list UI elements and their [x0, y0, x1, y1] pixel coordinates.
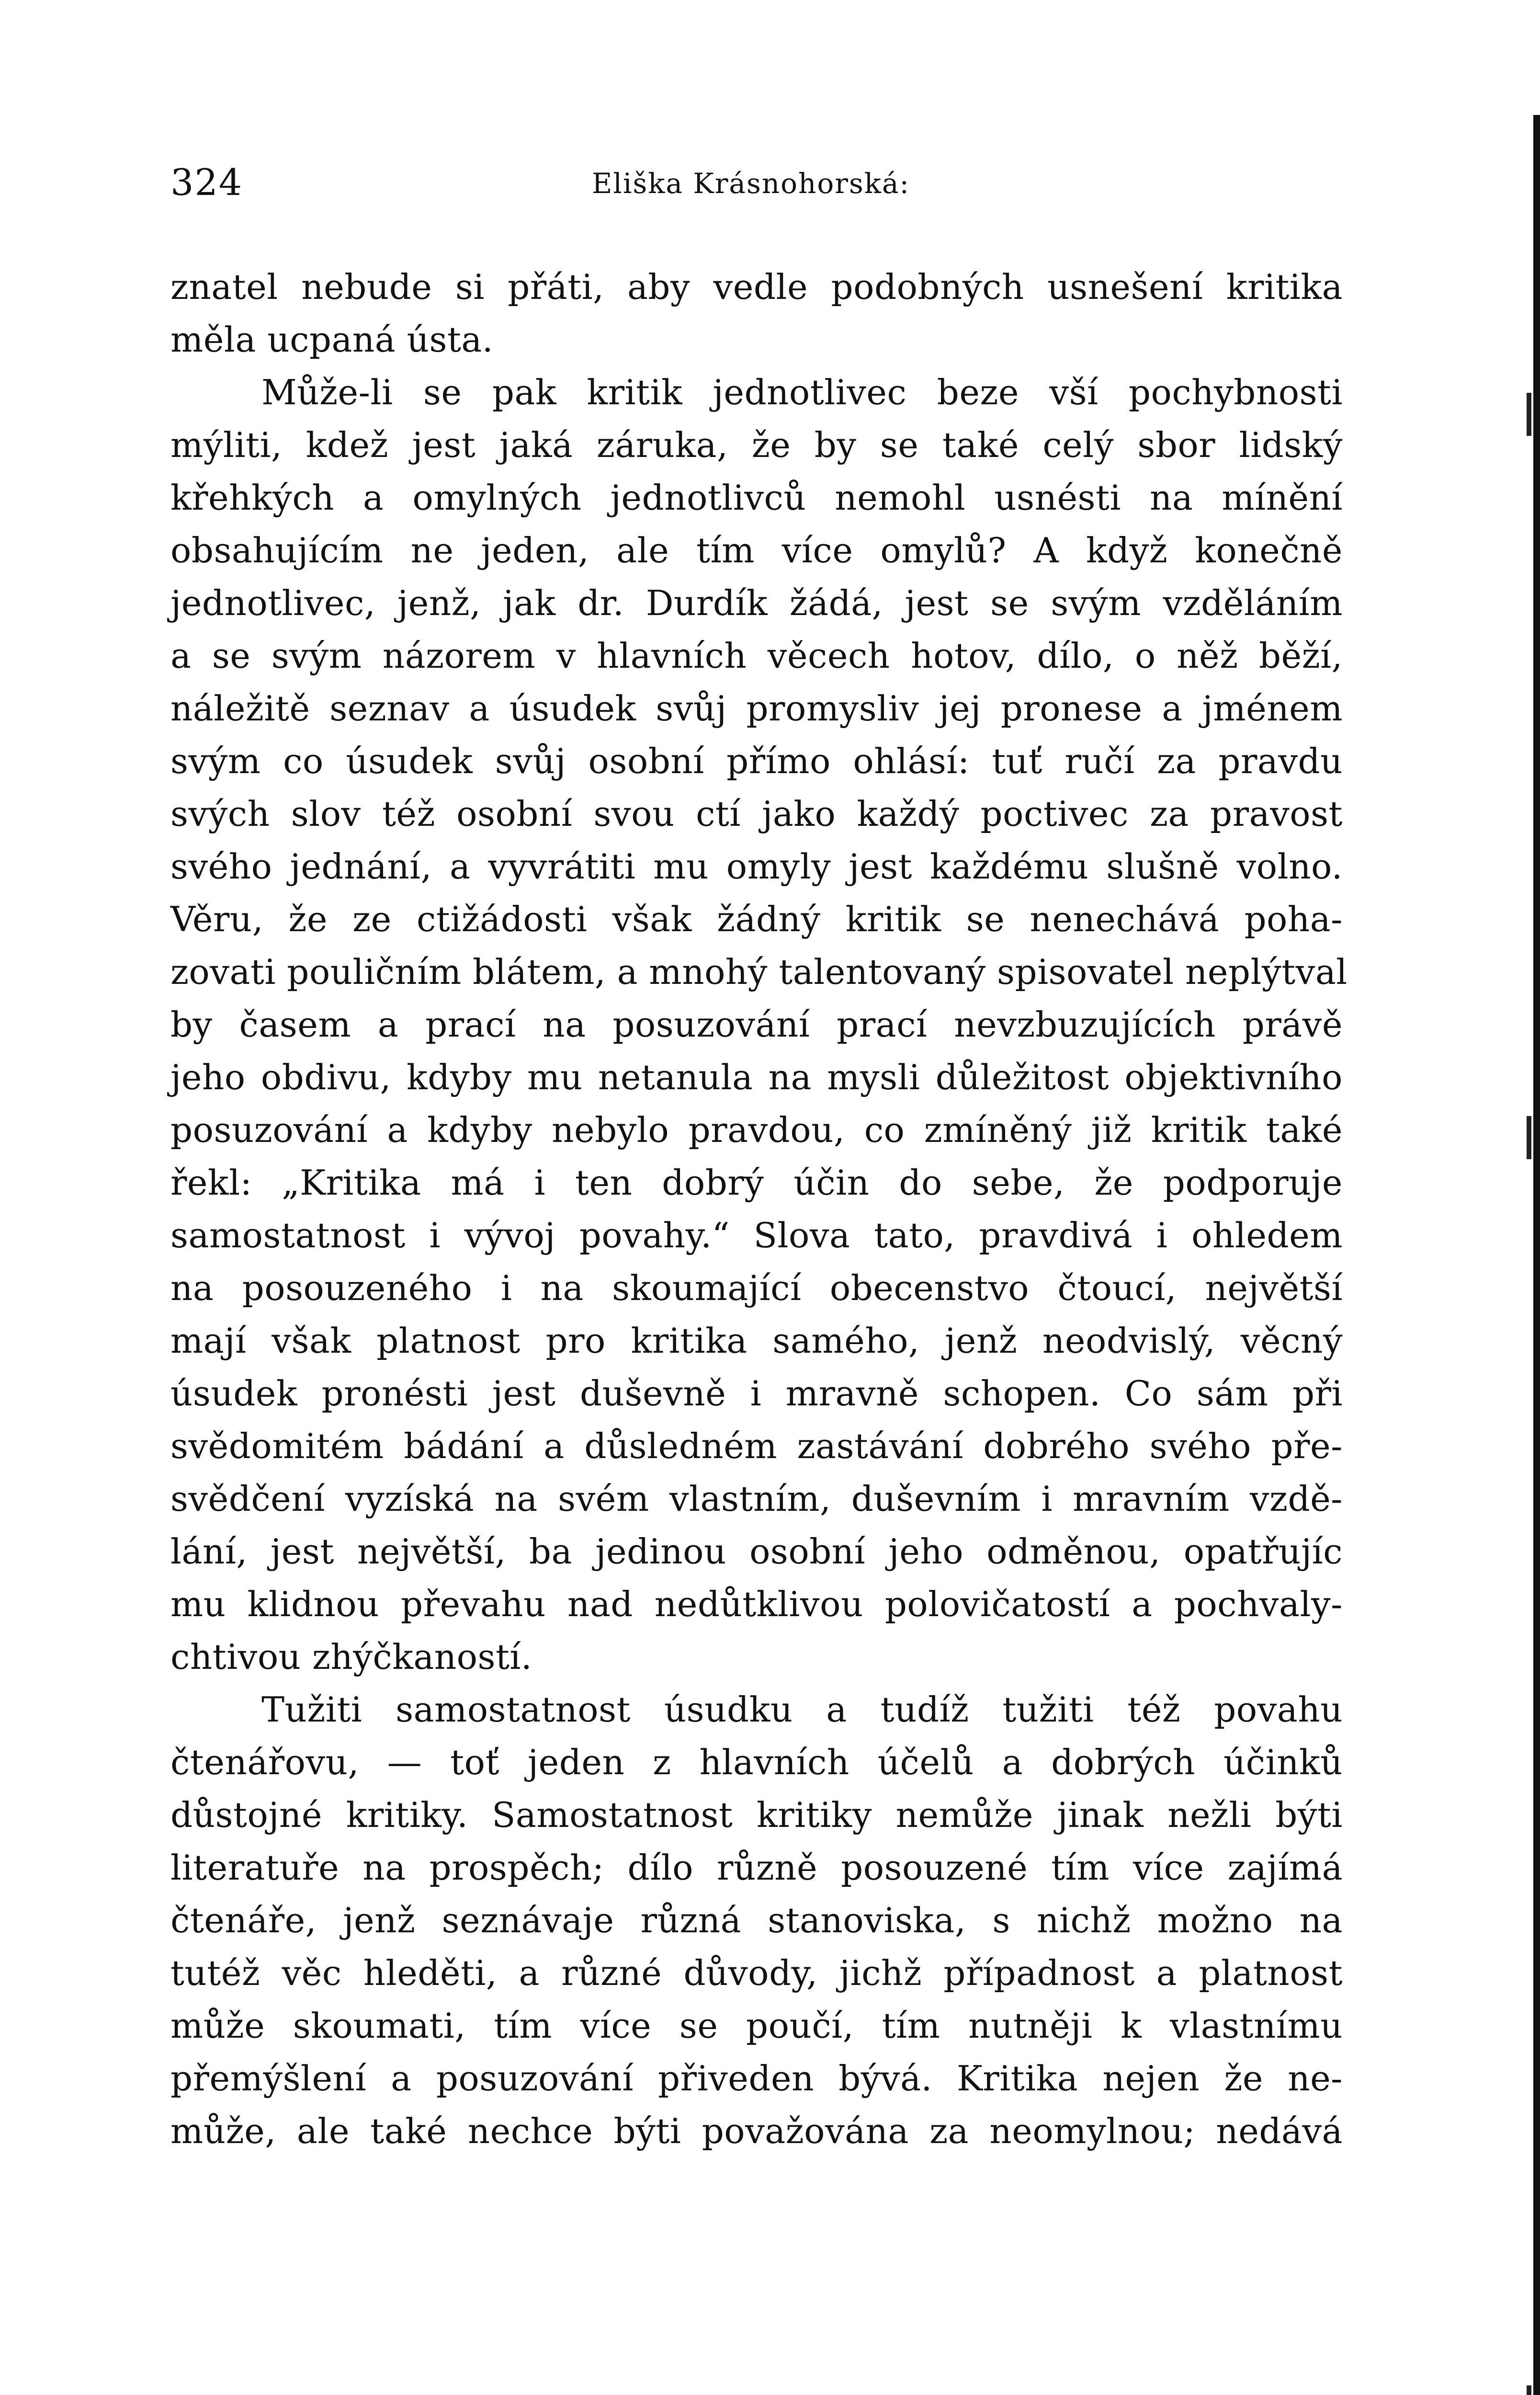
text-line: svých slov též osobní svou ctí jako každý poctivec za pravost — [170, 794, 1343, 834]
text-line: může, ale také nechce býti považována za neomylnou; nedává — [170, 2111, 1343, 2151]
page-edge-mark — [1527, 2385, 1531, 2395]
text-line: mýliti, kdež jest jaká záruka, že by se také celý sbor lidský — [170, 425, 1343, 465]
text-line: posuzování a kdyby nebylo pravdou, co zmíněný již kritik také — [170, 1110, 1343, 1150]
text-line: svědomitém bádání a důsledném zastávání dobrého svého pře- — [170, 1426, 1343, 1466]
text-line: zovati pouličním blátem, a mnohý talentovaný spisovatel neplýtval — [170, 952, 1348, 992]
text-line: chtivou zhýčkaností. — [170, 1637, 532, 1677]
text-line: by časem a prací na posuzování prací nevzbuzujících právě — [170, 1004, 1343, 1045]
text-line: znatel nebude si přáti, aby vedle podobných usnešení kritika — [170, 267, 1343, 307]
paragraph-first-line: Tužiti samostatnost úsudku a tudíž tužiti též povahu — [261, 1689, 1343, 1730]
page-number: 324 — [170, 161, 243, 204]
text-line: jednotlivec, jenž, jak dr. Durdík žádá, jest se svým vzděláním — [170, 583, 1343, 623]
text-line: samostatnost i vývoj povahy.“ Slova tato, pravdivá i ohledem — [170, 1215, 1343, 1255]
text-line: obsahujícím ne jeden, ale tím více omylů? A když konečně — [170, 530, 1343, 570]
text-line: náležitě seznav a úsudek svůj promysliv jej pronese a jménem — [170, 688, 1343, 729]
text-line: jeho obdivu, kdyby mu netanula na mysli důležitost objektivního — [170, 1057, 1343, 1097]
page-edge-mark — [1527, 393, 1531, 436]
text-line: mu klidnou převahu nad nedůtklivou polovičatostí a pochvaly- — [170, 1584, 1343, 1624]
page-header — [170, 156, 1387, 209]
text-line: tutéž věc hleděti, a různé důvody, jichž případnost a platnost — [170, 1953, 1343, 1993]
text-line: lání, jest největší, ba jedinou osobní jeho odměnou, opatřujíc — [170, 1531, 1343, 1572]
text-line: čtenáře, jenž seznávaje různá stanoviska, s nichž možno na — [170, 1900, 1343, 1940]
page-edge-mark — [1527, 1116, 1531, 1159]
text-line: důstojné kritiky. Samostatnost kritiky nemůže jinak nežli býti — [170, 1795, 1343, 1835]
text-line: svědčení vyzíská na svém vlastním, duševním i mravním vzdě- — [170, 1479, 1343, 1519]
text-line: měla ucpaná ústa. — [170, 319, 494, 360]
text-line: na posouzeného i na skoumající obecenstvo čtoucí, největší — [170, 1268, 1343, 1308]
text-line: mají však platnost pro kritika samého, jenž neodvislý, věcný — [170, 1321, 1343, 1361]
running-head: Eliška Krásnohorská: — [592, 167, 910, 200]
text-line: svým co úsudek svůj osobní přímo ohlásí: tuť ručí za pravdu — [170, 741, 1343, 781]
text-line: křehkých a omylných jednotlivců nemohl usnésti na mínění — [170, 478, 1343, 518]
text-line: řekl: „Kritika má i ten dobrý účin do sebe, že podporuje — [170, 1163, 1343, 1203]
text-line: literatuře na prospěch; dílo různě posouzené tím více zajímá — [170, 1848, 1343, 1888]
text-line: čtenářovu, — toť jeden z hlavních účelů a dobrých účinků — [170, 1742, 1343, 1782]
page-edge-border — [1533, 115, 1540, 2395]
text-line: a se svým názorem v hlavních věcech hotov, dílo, o něž běží, — [170, 636, 1343, 676]
text-line: svého jednání, a vyvrátiti mu omyly jest každému slušně volno. — [170, 846, 1343, 887]
text-line: úsudek pronésti jest duševně i mravně schopen. Co sám při — [170, 1373, 1343, 1414]
paragraph-first-line: Může-li se pak kritik jednotlivec beze vší pochybnosti — [261, 372, 1343, 412]
text-line: Věru, že ze ctižádosti však žádný kritik se nenechává poha- — [170, 899, 1343, 939]
text-line: přemýšlení a posuzování přiveden bývá. Kritika nejen že ne- — [170, 2058, 1343, 2098]
text-line: může skoumati, tím více se poučí, tím nutněji k vlastnímu — [170, 2006, 1343, 2046]
